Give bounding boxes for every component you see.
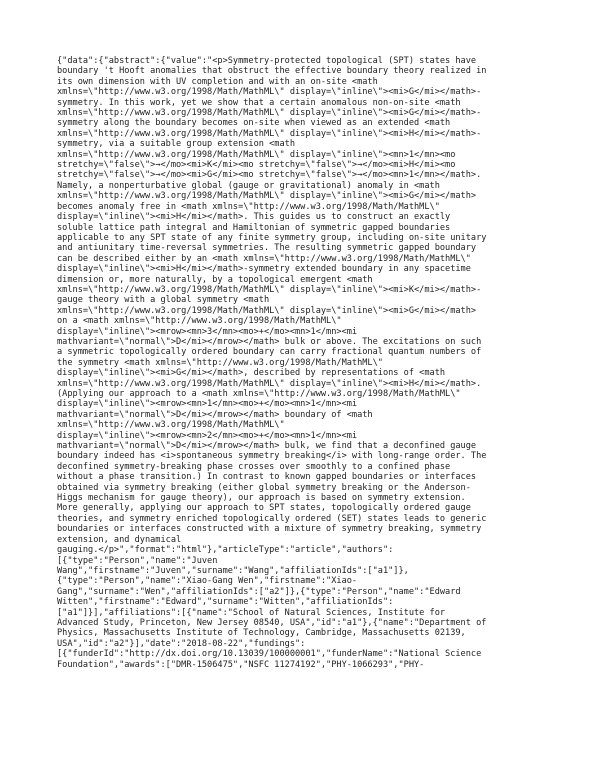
document-page	[57, 56, 557, 756]
raw-json-text: {"data":{"abstract":{"value":"<p>Symmetry-protected topological (SPT) states have boundary 't Hooft anomalies that obstruct the effective boundary theory realized in its own dimension with UV completion and with an on-site <math xmlns=\"http://www.w3.org/1998/Math/MathML\" display=\"inline\"><mi>G</mi></math>- symmetry. In this work, yet we show that a certain anomalous non-on-site <math xmlns=\"http://www.w3.org/1998/Math/MathML\" display=\"inline\"><mi>G</mi></math>- symmetry along the boundary becomes on-site when viewed as an extended <math xmlns=\"http://www.w3.org/1998/Math/MathML\" display=\"inline\"><mi>H</mi></math>- symmetry, via a suitable group extension <math xmlns=\"http://www.w3.org/1998/Math/MathML\" display=\"inline\"><mn>1</mn><mo stretchy=\"false\">→</mo><mi>K</mi><mo stretchy=\"false\">→</mo><mi>H</mi><mo stretchy=\"false\">→</mo><mi>G</mi><mo stretchy=\"false\">→</mo><mn>1</mn></math>. Namely, a nonperturbative global (gauge or gravitational) anomaly in <math xmlns=\"http://www.w3.org/1998/Math/MathML\" display=\"inline\"><mi>G</mi></math> becomes anomaly free in <math xmlns=\"http://www.w3.org/1998/Math/MathML\" display=\"inline\"><mi>H</mi></math>. This guides us to construct an exactly soluble lattice path integral and Hamiltonian of symmetric gapped boundaries applicable to any SPT state of any finite symmetry group, including on-site unitary and antiunitary time-reversal symmetries. The resulting symmetric gapped boundary can be described either by an <math xmlns=\"http://www.w3.org/1998/Math/MathML\" display=\"inline\"><mi>H</mi></math>-symmetry extended boundary in any spacetime dimension or, more naturally, by a topological emergent <math xmlns=\"http://www.w3.org/1998/Math/MathML\" display=\"inline\"><mi>K</mi></math>- gauge theory with a global symmetry <math xmlns=\"http://www.w3.org/1998/Math/MathML\" display=\"inline\"><mi>G</mi></math> on a <math xmlns=\"http://www.w3.org/1998/Math/MathML\" display=\"inline\"><mrow><mn>3</mn><mo>+</mo><mn>1</mn><mi mathvariant=\"normal\">D</mi></mrow></math> bulk or above. The excitations on such a symmetric topologically ordered boundary can carry fractional quantum numbers of the symmetry <math xmlns=\"http://www.w3.org/1998/Math/MathML\" display=\"inline\"><mi>G</mi></math>, described by representations of <math xmlns=\"http://www.w3.org/1998/Math/MathML\" display=\"inline\"><mi>H</mi></math>. (Applying our approach to a <math xmlns=\"http://www.w3.org/1998/Math/MathML\" display=\"inline\"><mrow><mn>1</mn><mo>+</mo><mn>1</mn><mi mathvariant=\"normal\">D</mi></mrow></math> boundary of <math xmlns=\"http://www.w3.org/1998/Math/MathML\" display=\"inline\"><mrow><mn>2</mn><mo>+</mo><mn>1</mn><mi mathvariant=\"normal\">D</mi></mrow></math> bulk, we find that a deconfined gauge boundary indeed has <i>spontaneous symmetry breaking</i> with long-range order. The deconfined symmetry-breaking phase crosses over smoothly to a confined phase without a phase transition.) In contrast to known gapped boundaries or interfaces obtained via symmetry breaking (either global symmetry breaking or the Anderson- Higgs mechanism for gauge theory), our approach is based on symmetry extension. More generally, applying our approach to SPT states, topologically ordered gauge theories, and symmetry enriched topologically ordered (SET) states leads to generic boundaries or interfaces constructed with a mixture of symmetry breaking, symmetry extension, and dynamical gauging.</p>","format":"html"},"articleType":"article","authors": [{"type":"Person","name":"Juven Wang","firstname":"Juven","surname":"Wang","affiliationIds":["a1"]}, {"type":"Person","name":"Xiao-Gang Wen","firstname":"Xiao- Gang","surname":"Wen","affiliationIds":["a2"]},{"type":"Person","name":"Edward Witten","firstname":"Edward","surname":"Witten","affiliationIds": ["a1"]}],"affiliations":[{"name":"School of Natural Sciences, Institute for Advanced Study, Princeton, New Jersey 08540, USA","id":"a1"},{"name":"Department of Physics, Massachusetts Institute of Technology, Cambridge, Massachusetts 02139, USA","id":"a2"}],"date":"2018-08-22","fundings": [{"funderId":"http://dx.doi.org/10.13039/100000001","funderName":"National Science Foundation","awards":["DMR-1506475","NSFC 11274192","PHY-1066293","PHY-	[57, 56, 487, 670]
